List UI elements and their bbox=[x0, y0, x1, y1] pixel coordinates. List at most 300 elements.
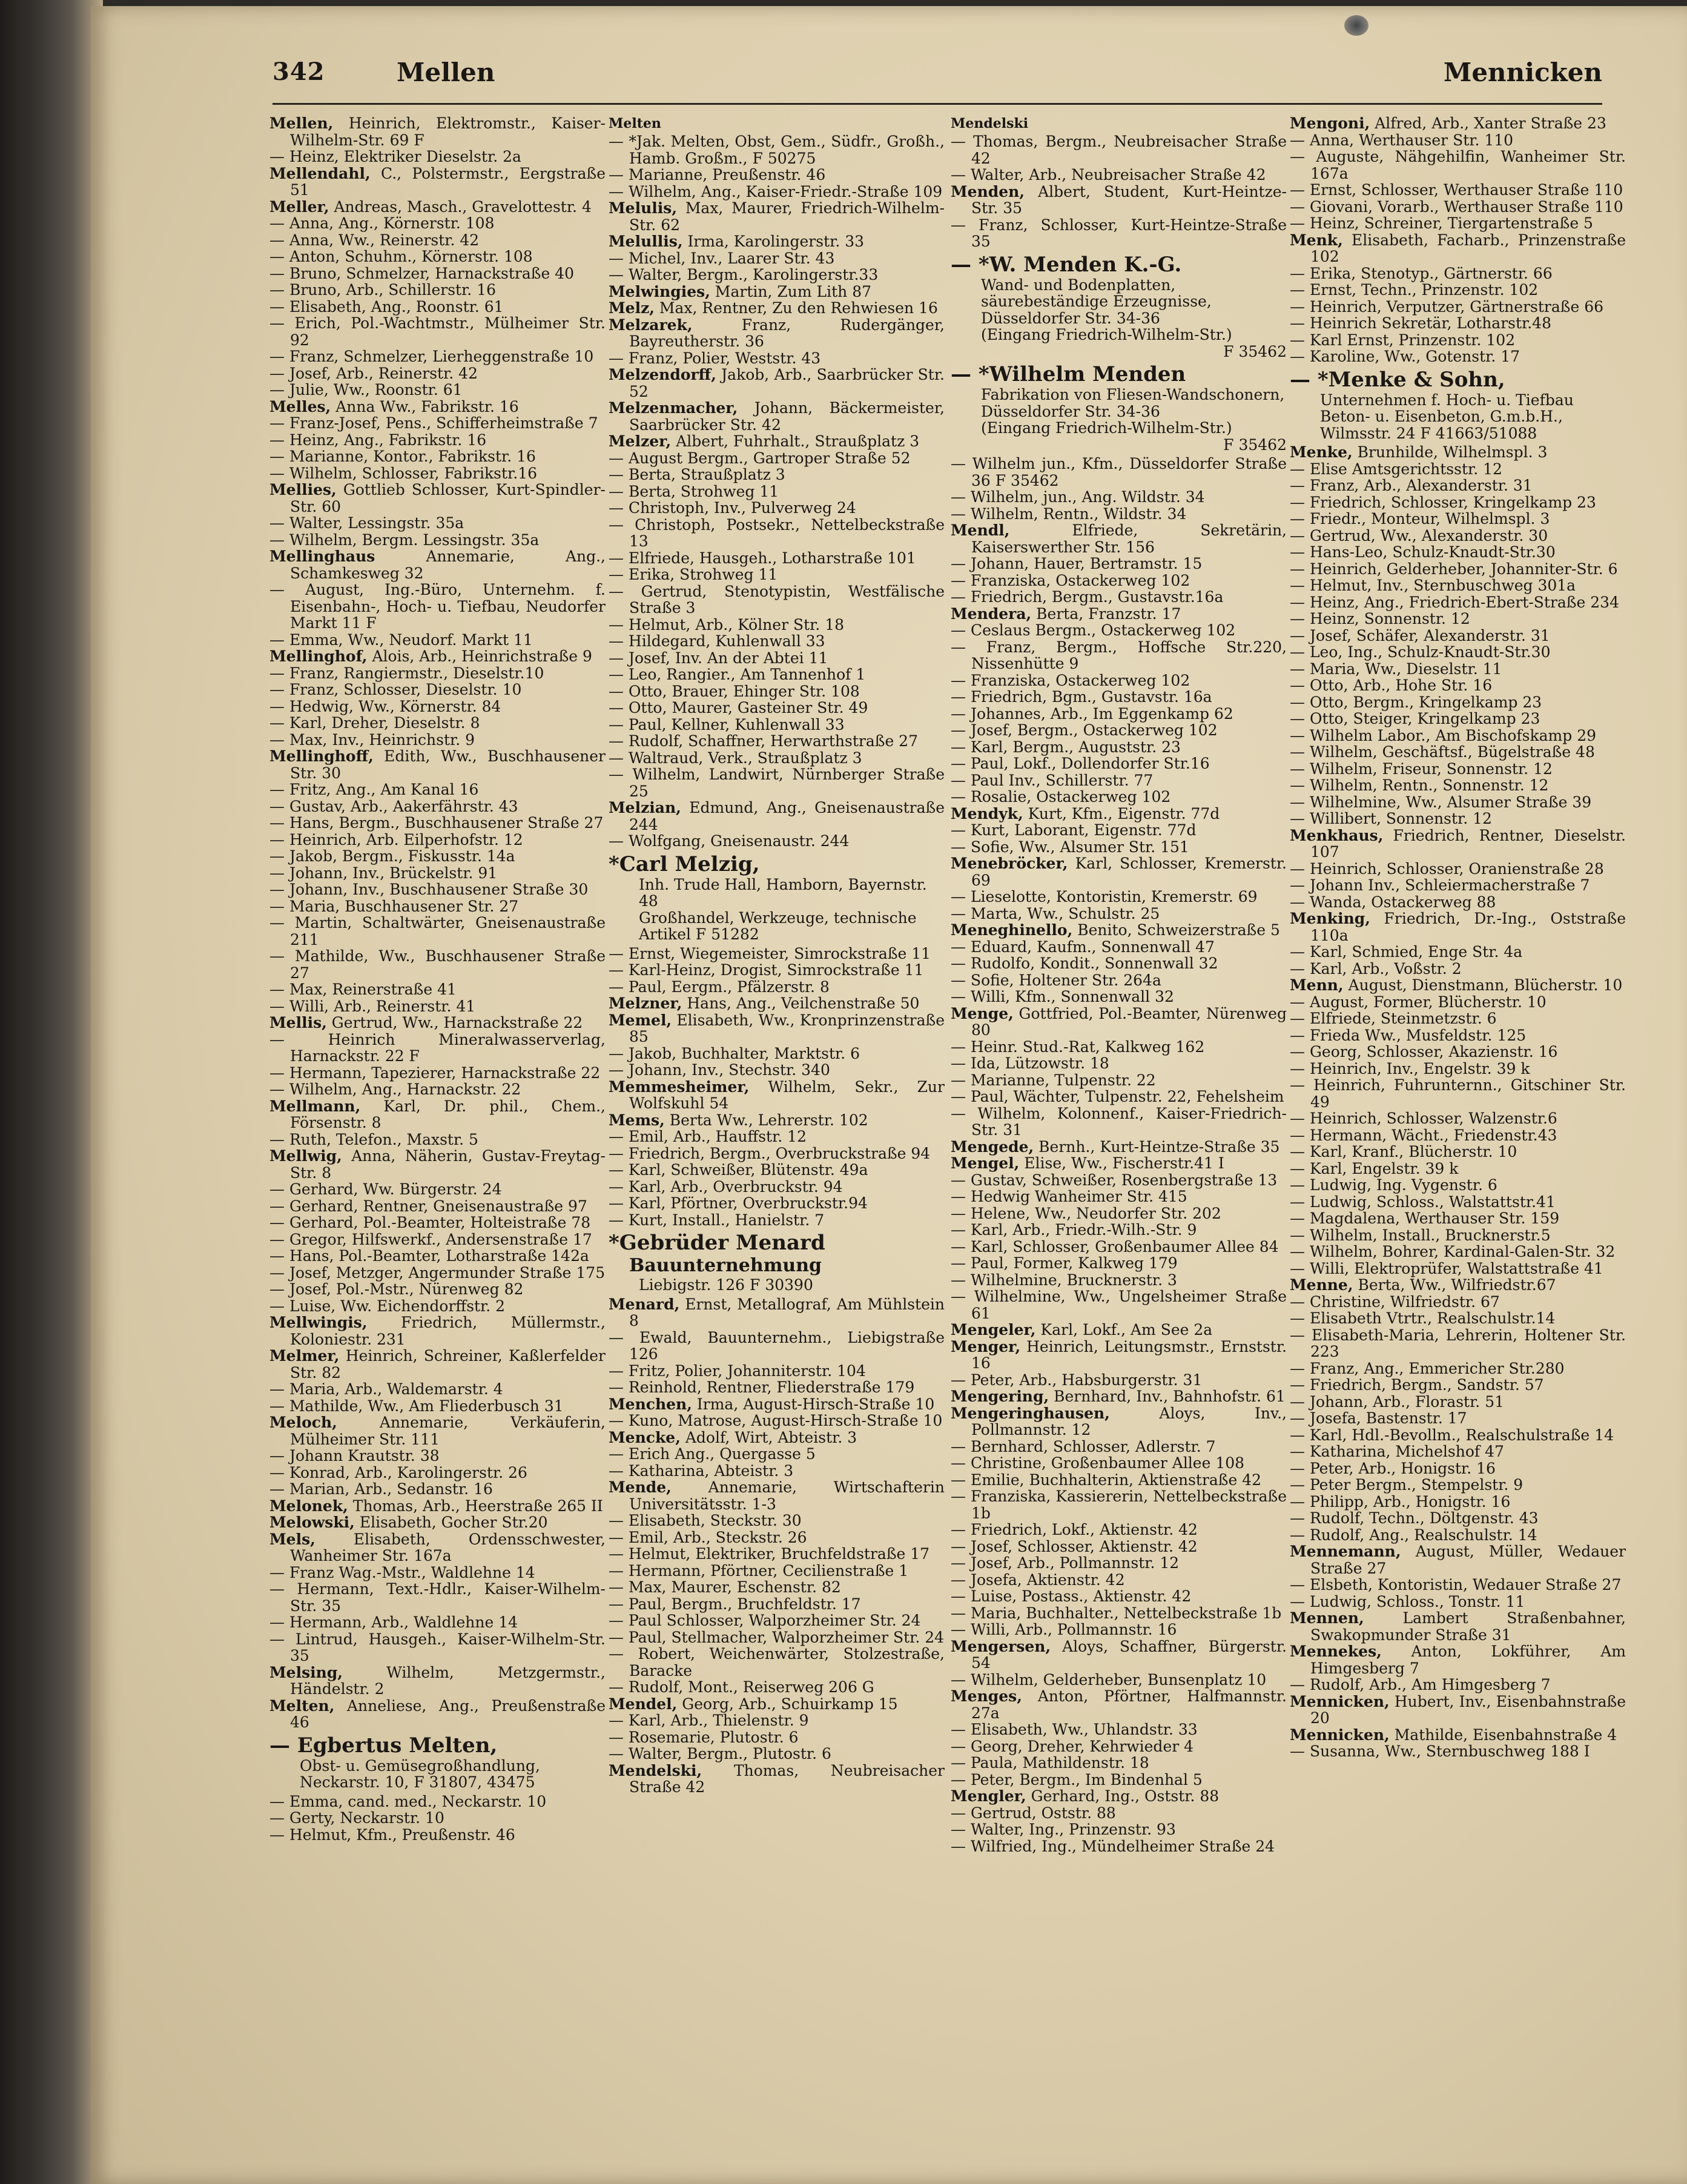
directory-entry bbox=[951, 1405, 1287, 1438]
entry-details: — Anna, Ww., Reinerstr. 42 bbox=[269, 231, 480, 249]
directory-entry bbox=[951, 1272, 1287, 1289]
directory-entry bbox=[1290, 477, 1626, 494]
entry-details: Johann, Bäckermeister, Saarbrücker Str. 42 bbox=[629, 399, 945, 434]
directory-entry bbox=[609, 433, 945, 450]
entry-details: — Anton, Schuhm., Körnerstr. 108 bbox=[269, 248, 533, 265]
directory-entry bbox=[951, 1139, 1287, 1156]
directory-entry bbox=[269, 1148, 606, 1181]
directory-entry bbox=[951, 1821, 1287, 1838]
entry-details: — Heinrich, Schlosser, Walzenstr.6 bbox=[1290, 1110, 1557, 1127]
entry-details: — Erich Ang., Quergasse 5 bbox=[609, 1445, 816, 1463]
directory-entry bbox=[269, 1281, 606, 1298]
entry-surname: Mendera, bbox=[951, 604, 1032, 623]
entry-details: — Wilhelm Labor., Am Bischofskamp 29 bbox=[1290, 726, 1597, 744]
directory-entry bbox=[609, 1646, 945, 1679]
entry-details: — Christoph, Inv., Pulverweg 24 bbox=[609, 499, 856, 517]
entry-surname: Mennen, bbox=[1290, 1609, 1364, 1627]
directory-entry bbox=[609, 500, 945, 517]
directory-entry bbox=[951, 922, 1287, 939]
entry-details: Elisabeth, Gocher Str.20 bbox=[354, 1514, 548, 1531]
entry-details: Heinrich, Elektromstr., Kaiser-Wilhelm-Str. 69 F bbox=[290, 115, 606, 149]
entry-surname: Menges, bbox=[951, 1687, 1022, 1705]
directory-entry bbox=[1290, 1610, 1626, 1643]
directory-entry bbox=[609, 1045, 945, 1062]
directory-entry bbox=[609, 633, 945, 650]
entry-details: Martin, Zum Lith 87 bbox=[710, 282, 872, 300]
entry-details: — Wilhelm, Landwirt, Nürnberger Straße 25 bbox=[609, 766, 945, 800]
entry-details: — Giovani, Vorarb., Werthauser Straße 110 bbox=[1290, 197, 1623, 216]
entry-details: Thomas, Arb., Heerstraße 265 II bbox=[348, 1497, 603, 1515]
entry-details: Irma, Karolingerstr. 33 bbox=[682, 233, 865, 250]
entry-details: Annemarie, Wirtschafterin Universitätsstr. 1-3 bbox=[629, 1478, 945, 1513]
directory-entry bbox=[269, 632, 606, 649]
entry-details: — Franz, Schlosser, Dieselstr. 10 bbox=[269, 681, 522, 698]
column-3 bbox=[951, 115, 1287, 2053]
entry-details: — Ernst, Techn., Prinzenstr. 102 bbox=[1290, 281, 1539, 299]
entry-surname: Menn, bbox=[1290, 976, 1344, 994]
directory-entry bbox=[951, 1255, 1287, 1272]
entry-surname: Melzian, bbox=[609, 799, 681, 816]
directory-entry bbox=[951, 506, 1287, 523]
entry-details: — Otto, Brauer, Ehinger Str. 108 bbox=[609, 682, 860, 700]
entry-details: — Johann Inv., Schleiermacherstraße 7 bbox=[1290, 876, 1590, 894]
directory-entry bbox=[951, 972, 1287, 989]
firm-detail-line: Obst- u. Gemüsegroßhandlung, Neckarstr. 10, F 31807, 43475 bbox=[300, 1756, 540, 1791]
entry-details: — Ewald, Bauunternehm., Liebigstraße 126 bbox=[609, 1328, 945, 1363]
directory-entry bbox=[1290, 1061, 1626, 1077]
directory-entry bbox=[609, 317, 945, 350]
entry-details: — Wilhelm, Bergm. Lessingstr. 35a bbox=[269, 531, 540, 549]
directory-entry bbox=[951, 689, 1287, 706]
entry-details: Albert, Student, Kurt-Heintze-Str. 35 bbox=[971, 182, 1287, 217]
entry-details: — Ludwig, Schloss., Tonstr. 11 bbox=[1290, 1592, 1525, 1610]
directory-entry bbox=[609, 1012, 945, 1045]
entry-details: — Otto, Maurer, Gasteiner Str. 49 bbox=[609, 699, 868, 716]
entry-details: — Karoline, Ww., Gotenstr. 17 bbox=[1290, 348, 1520, 365]
entry-details: — Franz, Rangiermstr., Dieselstr.10 bbox=[269, 664, 544, 682]
directory-entry bbox=[951, 622, 1287, 639]
directory-entry bbox=[609, 1746, 945, 1762]
entry-details: — Johann, Arb., Florastr. 51 bbox=[1290, 1392, 1505, 1411]
directory-entry bbox=[609, 1195, 945, 1212]
directory-entry bbox=[1290, 777, 1626, 794]
entry-details: — Heinrich, Verputzer, Gärtnerstraße 66 bbox=[1290, 297, 1604, 316]
entry-details: — Kurt, Laborant, Eigenstr. 77d bbox=[951, 821, 1197, 839]
entry-details: — Ruth, Telefon., Maxstr. 5 bbox=[269, 1130, 478, 1148]
entry-details: — Josefa, Aktienstr. 42 bbox=[951, 1570, 1125, 1589]
entry-details: — Lintrud, Hausgeh., Kaiser-Wilhelm-Str. 35 bbox=[269, 1630, 606, 1664]
directory-entry bbox=[1290, 1743, 1626, 1760]
entry-details: — Hans, Bergm., Buschhausener Straße 27 bbox=[269, 814, 604, 832]
directory-entry bbox=[951, 772, 1287, 789]
directory-entry bbox=[1290, 1543, 1626, 1577]
entry-details: — August Bergm., Gartroper Straße 52 bbox=[609, 449, 911, 467]
entry-details: — Philipp, Arb., Honigstr. 16 bbox=[1290, 1492, 1511, 1511]
entry-details: — Erich, Pol.-Wachtmstr., Mülheimer Str. 92 bbox=[269, 314, 606, 349]
directory-entry bbox=[269, 1664, 606, 1698]
entry-details: — Maria, Ww., Dieselstr. 11 bbox=[1290, 660, 1502, 678]
directory-entry bbox=[609, 366, 945, 400]
entry-surname: Mengersen, bbox=[951, 1637, 1051, 1655]
entry-details: — Willi, Arb., Reinerstr. 41 bbox=[269, 997, 476, 1015]
entry-details: — Friedrich, Bergm., Sandstr. 57 bbox=[1290, 1376, 1544, 1394]
directory-entry bbox=[951, 489, 1287, 506]
entry-details: — Josef, Schäfer, Alexanderstr. 31 bbox=[1290, 626, 1550, 644]
directory-entry bbox=[1290, 1110, 1626, 1127]
directory-entry bbox=[1290, 1360, 1626, 1377]
directory-entry bbox=[609, 1296, 945, 1329]
directory-entry bbox=[269, 1793, 606, 1810]
entry-surname: Menge, bbox=[951, 1004, 1014, 1022]
entry-details: — Ernst, Wiegemeister, Simrockstraße 11 bbox=[609, 944, 931, 962]
entry-surname: Memel, bbox=[609, 1011, 672, 1029]
directory-entry bbox=[1290, 627, 1626, 644]
entry-details: — Otto, Steiger, Kringelkamp 23 bbox=[1290, 710, 1540, 727]
entry-surname: Mennekes, bbox=[1290, 1643, 1382, 1660]
directory-entry bbox=[269, 1514, 606, 1531]
directory-entry bbox=[269, 981, 606, 998]
entry-surname: Melowski, bbox=[269, 1514, 355, 1531]
entry-surname: Melsing, bbox=[269, 1663, 343, 1681]
entry-details: — Friedrich, Schlosser, Kringelkamp 23 bbox=[1290, 493, 1596, 511]
directory-entry bbox=[609, 979, 945, 996]
directory-entry bbox=[951, 572, 1287, 589]
directory-entry bbox=[609, 466, 945, 483]
entry-surname: Mellinghoff, bbox=[269, 747, 374, 765]
entry-details: — Anna, Werthauser Str. 110 bbox=[1290, 131, 1514, 149]
entry-surname: Mellinghaus bbox=[269, 548, 375, 565]
directory-entry bbox=[1290, 199, 1626, 216]
entry-details: — Bruno, Arb., Schillerstr. 16 bbox=[269, 281, 497, 299]
entry-details: — Wilhelm, Rentn., Sonnenstr. 12 bbox=[1290, 776, 1549, 794]
entry-surname: Mems, bbox=[609, 1111, 665, 1129]
entry-details: — Maria, Buchhalter., Nettelbeckstraße 1b bbox=[951, 1604, 1282, 1622]
entry-details: — Martin, Schaltwärter, Gneisenaustraße 211 bbox=[269, 914, 606, 948]
entry-details: Friedrich, Müllermstr., Koloniestr. 231 bbox=[290, 1314, 606, 1348]
entry-details: Franz, Rudergänger, Bayreutherstr. 36 bbox=[629, 316, 945, 350]
directory-entry bbox=[269, 1448, 606, 1464]
directory-entry bbox=[1290, 265, 1626, 282]
directory-entry bbox=[269, 448, 606, 465]
entry-details: — Georg, Schlosser, Akazienstr. 16 bbox=[1290, 1043, 1558, 1061]
directory-entry bbox=[269, 1581, 606, 1614]
firm-detail-line: (Eingang Friedrich-Wilhelm-Str.) bbox=[981, 326, 1232, 343]
entry-details: — *Jak. Melten, Obst, Gem., Südfr., Großh., Hamb. Großm., F 50275 bbox=[609, 133, 945, 167]
directory-entry bbox=[951, 167, 1287, 184]
directory-entry bbox=[1290, 861, 1626, 878]
entry-details: — Johann, Inv., Brückelstr. 91 bbox=[269, 864, 498, 882]
directory-entry bbox=[269, 382, 606, 399]
directory-entry bbox=[951, 1039, 1287, 1056]
entry-details: — Elsbeth, Kontoristin, Wedauer Straße 27 bbox=[1290, 1576, 1622, 1593]
directory-entry bbox=[609, 945, 945, 962]
entry-details: Elfriede, Sekretärin, Kaiserswerther Str. 156 bbox=[971, 521, 1287, 556]
entry-details: August, Müller, Wedauer Straße 27 bbox=[1310, 1543, 1626, 1577]
entry-surname: Melzenmacher, bbox=[609, 399, 738, 417]
directory-entry bbox=[269, 1810, 606, 1827]
directory-entry bbox=[951, 1088, 1287, 1105]
entry-details: — Paula, Mathildenstr. 18 bbox=[951, 1754, 1149, 1772]
entry-details: — Heinr. Stud.-Rat, Kalkweg 162 bbox=[951, 1037, 1205, 1056]
entry-details: — Konrad, Arb., Karolingerstr. 26 bbox=[269, 1463, 527, 1481]
directory-entry bbox=[609, 283, 945, 300]
directory-entry bbox=[951, 1339, 1287, 1372]
entry-details: Kurt, Kfm., Eigenstr. 77d bbox=[1023, 804, 1220, 822]
directory-entry bbox=[951, 1105, 1287, 1139]
directory-entry bbox=[269, 1081, 606, 1098]
directory-entry bbox=[1290, 827, 1626, 861]
entry-details: — Josefa, Bastenstr. 17 bbox=[1290, 1409, 1467, 1427]
entry-details: — Heinz, Ang., Fabrikstr. 16 bbox=[269, 431, 487, 449]
entry-details: — Gustav, Arb., Aakerfährstr. 43 bbox=[269, 797, 518, 815]
entry-surname: Melzner, bbox=[609, 994, 682, 1012]
entry-details: — Max, Reinerstraße 41 bbox=[269, 981, 457, 998]
directory-entry bbox=[609, 1062, 945, 1079]
entry-details: — Marianne, Preußenstr. 46 bbox=[609, 166, 826, 184]
directory-entry bbox=[269, 865, 606, 882]
entry-surname: Mengering, bbox=[951, 1388, 1049, 1405]
directory-entry bbox=[1290, 977, 1626, 994]
directory-entry bbox=[269, 432, 606, 449]
paper-stain bbox=[1344, 15, 1368, 36]
entry-details: — Ceslaus Bergm., Ostackerweg 102 bbox=[951, 621, 1236, 639]
entry-details: — Eduard, Kaufm., Sonnenwall 47 bbox=[951, 938, 1215, 956]
entry-details: Georg, Arb., Schuirkamp 15 bbox=[677, 1695, 898, 1713]
entry-details: — Erika, Stenotyp., Gärtnerstr. 66 bbox=[1290, 264, 1553, 282]
directory-entry bbox=[951, 672, 1287, 689]
firm-detail-line: (Eingang Friedrich-Wilhelm-Str.) bbox=[981, 419, 1232, 437]
directory-entry bbox=[269, 1214, 606, 1231]
entry-details: — Kuno, Matrose, August-Hirsch-Straße 10 bbox=[609, 1412, 943, 1429]
entry-details: — Paul, Wächter, Tulpenstr. 22, Fehelsheim bbox=[951, 1088, 1284, 1105]
entry-surname: Mendel, bbox=[609, 1695, 678, 1713]
entry-details: — Christine, Großenbaumer Allee 108 bbox=[951, 1454, 1245, 1472]
directory-entry bbox=[951, 1805, 1287, 1822]
entry-surname: Mengler, bbox=[951, 1787, 1026, 1805]
directory-entry bbox=[1290, 761, 1626, 778]
directory-entry bbox=[609, 1412, 945, 1429]
entry-details: — Hermann, Wächt., Friedenstr.43 bbox=[1290, 1126, 1557, 1144]
entry-surname: Mellen, bbox=[269, 115, 334, 132]
entry-details: Anton, Lokführer, Am Himgesberg 7 bbox=[1310, 1643, 1626, 1677]
directory-entry bbox=[1290, 1676, 1626, 1693]
entry-details: — Heinrich, Schlosser, Oranienstraße 28 bbox=[1290, 859, 1604, 878]
entry-details: — Hildegard, Kuhlenwall 33 bbox=[609, 632, 825, 650]
directory-entry bbox=[1290, 1077, 1626, 1110]
entry-details: — Johannes, Arb., Im Eggenkamp 62 bbox=[951, 704, 1233, 723]
entry-details: — Maria, Arb., Waldemarstr. 4 bbox=[269, 1380, 503, 1398]
entry-details: Elise, Ww., Fischerstr.41 I bbox=[1019, 1154, 1224, 1172]
entry-surname: Mellwig, bbox=[269, 1147, 342, 1165]
directory-entry bbox=[1290, 1194, 1626, 1211]
entry-details: — Heinrich Sekretär, Lotharstr.48 bbox=[1290, 314, 1551, 332]
entry-details: — August, Ing.-Büro, Unternehm. f. Eisenbahn-, Hoch- u. Tiefbau, Neudorfer Markt 11 F bbox=[269, 581, 606, 632]
directory-entry bbox=[269, 1531, 606, 1564]
entry-details: Elisabeth, Ww., Kronprinzenstraße 85 bbox=[629, 1011, 945, 1045]
directory-entry bbox=[609, 1112, 945, 1129]
directory-entry bbox=[1290, 994, 1626, 1011]
entry-details: — Rudolf, Mont., Reiserweg 206 G bbox=[609, 1678, 874, 1696]
book-spine-edge bbox=[0, 0, 103, 2184]
entry-details: — Sofie, Holtener Str. 264a bbox=[951, 971, 1161, 989]
entry-details: — Franz, Arb., Alexanderstr. 31 bbox=[1290, 477, 1533, 494]
directory-entry bbox=[609, 350, 945, 367]
entry-details: — Marianne, Kontor., Fabrikstr. 16 bbox=[269, 448, 536, 465]
entry-details: — Walter, Arb., Neubreisacher Straße 42 bbox=[951, 166, 1266, 184]
entry-details: — Paul, Bergm., Bruchfeldstr. 17 bbox=[609, 1595, 861, 1613]
directory-entry bbox=[951, 1072, 1287, 1089]
directory-entry bbox=[269, 515, 606, 532]
entry-details: Alois, Arb., Heinrichstraße 9 bbox=[367, 647, 592, 665]
entry-details: — Peter Bergm., Stempelstr. 9 bbox=[1290, 1476, 1524, 1494]
directory-entry bbox=[269, 315, 606, 348]
directory-entry bbox=[1290, 511, 1626, 528]
entry-details: Berta Ww., Lehrerstr. 102 bbox=[664, 1111, 868, 1129]
directory-entry bbox=[609, 1679, 945, 1696]
directory-entry bbox=[1290, 1377, 1626, 1394]
directory-entry bbox=[609, 1379, 945, 1396]
directory-entry bbox=[609, 962, 945, 979]
directory-entry bbox=[609, 250, 945, 267]
directory-entry bbox=[951, 1455, 1287, 1472]
directory-entry bbox=[951, 1638, 1287, 1672]
directory-entry bbox=[609, 167, 945, 184]
entry-surname: Mencke, bbox=[609, 1428, 681, 1446]
directory-entry bbox=[1290, 677, 1626, 694]
entry-details: — Mathilde, Ww., Am Fliederbusch 31 bbox=[269, 1397, 564, 1415]
directory-entry bbox=[1290, 1410, 1626, 1427]
directory-entry bbox=[609, 833, 945, 850]
entry-details: — Hermann, Text.-Hdlr., Kaiser-Wilhelm-Str. 35 bbox=[269, 1580, 606, 1615]
directory-entry bbox=[269, 881, 606, 898]
entry-details: — Lieselotte, Kontoristin, Kremerstr. 69 bbox=[951, 888, 1258, 905]
directory-entry bbox=[951, 1488, 1287, 1521]
directory-entry bbox=[269, 1031, 606, 1065]
entry-details: — Emma, cand. med., Neckarstr. 10 bbox=[269, 1792, 547, 1810]
entry-details: — Gerty, Neckarstr. 10 bbox=[269, 1809, 444, 1827]
entry-details: — Julie, Ww., Roonstr. 61 bbox=[269, 381, 463, 399]
directory-entry bbox=[951, 1838, 1287, 1855]
directory-entry bbox=[1290, 910, 1626, 944]
directory-entry bbox=[951, 133, 1287, 167]
directory-entry bbox=[609, 200, 945, 233]
entry-details: — Gregor, Hilfswerkf., Andersenstraße 17 bbox=[269, 1230, 592, 1248]
directory-entry bbox=[1290, 611, 1626, 627]
directory-entry bbox=[951, 1188, 1287, 1205]
entry-details: — Wilhelm, Kolonnenf., Kaiser-Friedrich-Str. 31 bbox=[951, 1104, 1287, 1139]
directory-entry bbox=[1290, 1277, 1626, 1294]
directory-entry bbox=[1290, 694, 1626, 711]
entry-details: — Katharina, Abteistr. 3 bbox=[609, 1461, 794, 1480]
entry-details: Heinrich, Leitungsmstr., Ernststr. 16 bbox=[971, 1337, 1287, 1372]
entry-details: — Frieda Ww., Musfeldstr. 125 bbox=[1290, 1026, 1527, 1044]
directory-entry bbox=[269, 732, 606, 749]
entry-details: — Elisabeth, Ang., Roonstr. 61 bbox=[269, 297, 504, 316]
firm-detail-line: F 35462 bbox=[1223, 435, 1287, 454]
directory-entry bbox=[609, 1712, 945, 1729]
entry-surname: Memmesheimer, bbox=[609, 1077, 750, 1096]
entry-details: — Rudolfo, Kondit., Sonnenwall 32 bbox=[951, 955, 1218, 972]
directory-entry bbox=[269, 948, 606, 981]
directory-entry bbox=[269, 1698, 606, 1731]
entry-details: — Gerhard, Rentner, Gneisenaustraße 97 bbox=[269, 1197, 587, 1215]
entry-details: — Michel, Inv., Laarer Str. 43 bbox=[609, 249, 835, 267]
entry-details: — Karl, Arb., Friedr.-Wilh.-Str. 9 bbox=[951, 1221, 1197, 1239]
entry-surname: Mendl, bbox=[951, 521, 1010, 539]
directory-entry bbox=[1290, 1443, 1626, 1460]
entry-details: Anna Ww., Fabrikstr. 16 bbox=[331, 397, 519, 415]
directory-entry bbox=[269, 1564, 606, 1581]
entry-surname: Meller, bbox=[269, 197, 329, 216]
directory-entry bbox=[951, 1605, 1287, 1622]
entry-details: — Kurt, Install., Hanielstr. 7 bbox=[609, 1211, 825, 1229]
directory-entry bbox=[951, 589, 1287, 606]
directory-entry bbox=[951, 639, 1287, 672]
directory-entry bbox=[269, 1098, 606, 1131]
directory-entry bbox=[951, 955, 1287, 972]
directory-entry bbox=[269, 1065, 606, 1082]
directory-entry bbox=[269, 1181, 606, 1198]
directory-entry bbox=[1290, 1427, 1626, 1444]
directory-entry bbox=[609, 1579, 945, 1596]
entry-details: — Ludwig, Schloss., Walstattstr.41 bbox=[1290, 1193, 1556, 1211]
entry-details: — Leo, Ing., Schulz-Knaudt-Str.30 bbox=[1290, 643, 1551, 661]
column-running-head: Melten bbox=[609, 116, 661, 131]
entry-details: — Max, Inv., Heinrichstr. 9 bbox=[269, 730, 475, 749]
directory-entry bbox=[1290, 1227, 1626, 1244]
entry-surname: Mennicken, bbox=[1290, 1692, 1390, 1710]
directory-entry bbox=[609, 1079, 945, 1112]
entry-details: Berta, Franzstr. 17 bbox=[1031, 604, 1181, 623]
directory-entry bbox=[609, 517, 945, 550]
directory-entry bbox=[269, 248, 606, 265]
entry-details: — Franziska, Ostackerweg 102 bbox=[951, 671, 1190, 689]
entry-details: — Karl, Arb., Thielenstr. 9 bbox=[609, 1712, 809, 1729]
entry-details: — Helmut, Inv., Sternbuschweg 301a bbox=[1290, 577, 1576, 594]
directory-entry bbox=[269, 1198, 606, 1215]
column-4 bbox=[1290, 115, 1626, 2053]
entry-details: — Christoph, Postsekr., Nettelbeckstraße 13 bbox=[609, 515, 945, 550]
entry-details: — Wilhelm, Bohrer, Kardinal-Galen-Str. 32 bbox=[1290, 1243, 1616, 1260]
entry-surname: Mengoni, bbox=[1290, 115, 1370, 132]
directory-entry bbox=[951, 789, 1287, 806]
entry-surname: Menchen, bbox=[609, 1395, 692, 1413]
directory-entry bbox=[609, 1629, 945, 1646]
entry-details: Karl, Dr. phil., Chem., Försenstr. 8 bbox=[290, 1097, 606, 1131]
entry-details: Anneliese, Ang., Preußenstraße 46 bbox=[290, 1696, 606, 1731]
entry-details: — Heinz, Schreiner, Tiergartenstraße 5 bbox=[1290, 214, 1593, 232]
directory-entry bbox=[269, 1414, 606, 1448]
directory-entry bbox=[1290, 727, 1626, 744]
directory-entry bbox=[1290, 944, 1626, 961]
entry-details: — Karl, Arb., Voßstr. 2 bbox=[1290, 959, 1462, 978]
directory-entry bbox=[1290, 1260, 1626, 1277]
entry-details: — Otto, Arb., Hohe Str. 16 bbox=[1290, 677, 1493, 694]
directory-entry bbox=[609, 1563, 945, 1580]
directory-entry bbox=[269, 299, 606, 316]
entry-details: — Fritz, Ang., Am Kanal 16 bbox=[269, 781, 479, 798]
firm-detail-line: Inh. Trude Hall, Hamborn, Bayernstr. 48 bbox=[639, 875, 927, 910]
entry-details: — Hedwig Wanheimer Str. 415 bbox=[951, 1188, 1187, 1205]
entry-surname: Melmer, bbox=[269, 1347, 340, 1365]
entry-details: Bernhard, Inv., Bahnhofstr. 61 bbox=[1049, 1388, 1286, 1405]
entry-details: — Johann, Hauer, Bertramstr. 15 bbox=[951, 555, 1203, 572]
directory-entry bbox=[951, 1538, 1287, 1555]
entry-details: — Fritz, Polier, Johanniterstr. 104 bbox=[609, 1362, 866, 1380]
entry-details: — Karl, Bergm., Auguststr. 23 bbox=[951, 738, 1181, 756]
entry-details: — Gertrud, Oststr. 88 bbox=[951, 1804, 1116, 1822]
entry-surname: Melulis, bbox=[609, 199, 678, 217]
